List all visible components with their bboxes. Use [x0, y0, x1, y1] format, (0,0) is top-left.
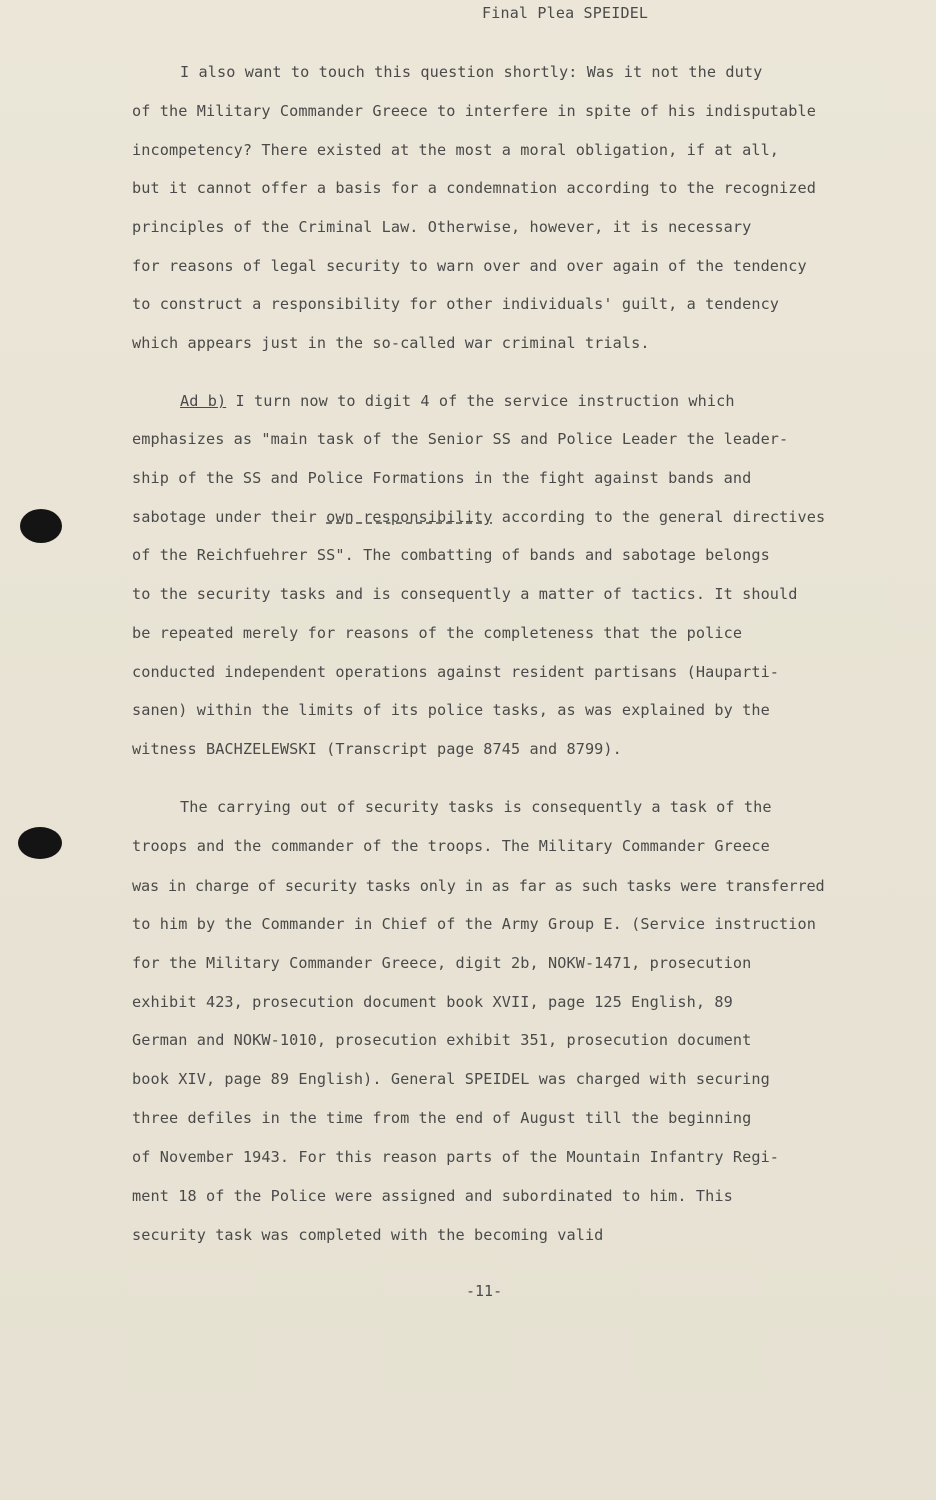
text-line: for the Military Commander Greece, digit 2b, NOKW-1471, prosecution	[132, 954, 752, 972]
section-marker: Ad b)	[180, 392, 227, 410]
text-line	[132, 507, 825, 527]
text-span: I turn now to digit 4 of the service instruction which	[226, 392, 735, 410]
text-line: principles of the Criminal Law. Otherwise, however, it is necessary	[132, 218, 752, 236]
text-line: was in charge of security tasks only in as far as such tasks were transferred	[132, 877, 825, 895]
text-line: The carrying out of security tasks is consequently a task of the	[180, 798, 772, 816]
punch-hole-top	[20, 509, 62, 543]
text-line: I also want to touch this question shortly: Was it not the duty	[180, 63, 763, 81]
text-line: but it cannot offer a basis for a condemnation according to the recognized	[132, 179, 817, 197]
text-line: book XIV, page 89 English). General SPEIDEL was charged with securing	[132, 1070, 770, 1088]
text-line: emphasizes as "main task of the Senior SS and Police Leader the leader-	[132, 430, 789, 448]
text-line: sanen) within the limits of its police tasks, as was explained by the	[132, 701, 770, 719]
text-line: which appears just in the so-called war criminal trials.	[132, 334, 650, 352]
text-line: troops and the commander of the troops. The Military Commander Greece	[132, 837, 770, 855]
text-line: three defiles in the time from the end of August till the beginning	[132, 1109, 752, 1127]
text-line: conducted independent operations against resident partisans (Hauparti-	[132, 663, 780, 681]
text-line: German and NOKW-1010, prosecution exhibit 351, prosecution document	[132, 1031, 752, 1049]
punch-hole-bottom	[18, 827, 62, 859]
text-line: witness BACHZELEWSKI (Transcript page 8745 and 8799).	[132, 740, 622, 758]
text-line	[180, 391, 735, 411]
text-line: security task was completed with the becoming valid	[132, 1226, 604, 1244]
page-number: -11-	[466, 1282, 503, 1300]
text-line: to construct a responsibility for other individuals' guilt, a tendency	[132, 295, 780, 313]
text-span: according to the general directives	[492, 508, 826, 526]
emphasis-text: own responsibility	[326, 508, 493, 526]
text-line: of the Military Commander Greece to interfere in spite of his indisputable	[132, 102, 817, 120]
text-line: for reasons of legal security to warn over and over again of the tendency	[132, 257, 807, 275]
text-line: to him by the Commander in Chief of the Army Group E. (Service instruction	[132, 915, 817, 933]
text-line: of November 1943. For this reason parts of the Mountain Infantry Regi-	[132, 1148, 780, 1166]
text-line: ship of the SS and Police Formations in the fight against bands and	[132, 469, 752, 487]
page-header: Final Plea SPEIDEL	[482, 4, 649, 22]
text-span: sabotage under their	[132, 508, 327, 526]
text-line: to the security tasks and is consequently a matter of tactics. It should	[132, 585, 798, 603]
text-line: ment 18 of the Police were assigned and subordinated to him. This	[132, 1187, 733, 1205]
text-line: of the Reichfuehrer SS". The combatting of bands and sabotage belongs	[132, 546, 770, 564]
text-line: exhibit 423, prosecution document book XVII, page 125 English, 89	[132, 993, 733, 1011]
text-line: be repeated merely for reasons of the completeness that the police	[132, 624, 743, 642]
text-line: incompetency? There existed at the most a moral obligation, if at all,	[132, 141, 780, 159]
